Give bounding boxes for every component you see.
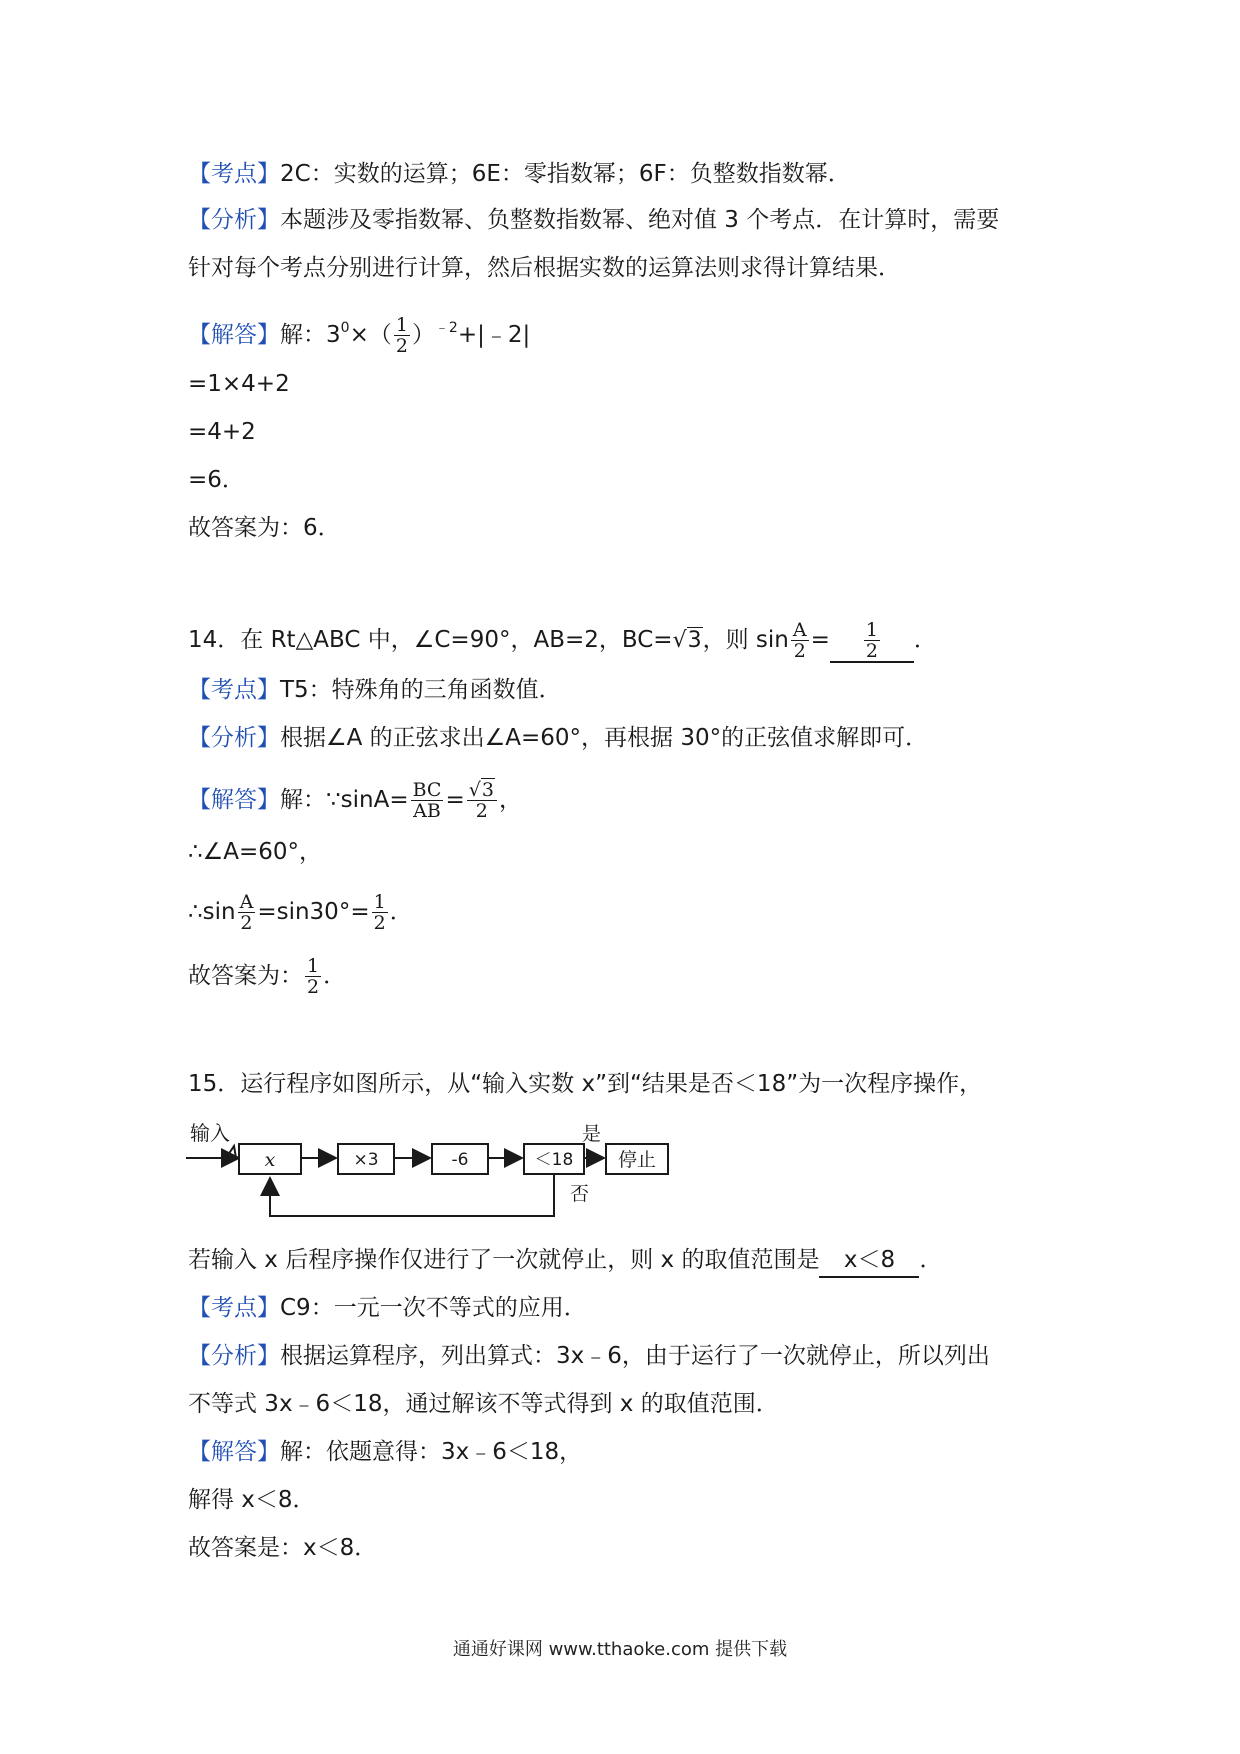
fraction-denominator: 2 xyxy=(865,640,878,662)
fraction-bc-over-ab xyxy=(411,780,444,821)
q15-fenxi-1 xyxy=(188,1340,990,1372)
fraction-numerator: 1 xyxy=(373,891,386,913)
input-label: 输入 xyxy=(190,1121,230,1145)
q14-jieda xyxy=(188,780,522,821)
stop-label: 停止 xyxy=(617,1149,657,1171)
q13-answer: 故答案为：6． xyxy=(188,515,341,541)
jieda-tag: 【解答】 xyxy=(188,1439,280,1465)
box-x-label: x xyxy=(264,1149,276,1171)
q15-kaodian xyxy=(188,1292,587,1324)
stem-end: ． xyxy=(913,627,937,653)
kaodian-tag: 【考点】 xyxy=(188,677,280,703)
jieda-prefix: 解：3 xyxy=(280,322,341,348)
condition-prefix: 若输入 x 后程序操作仅进行了一次就停止，则 x 的取值范围是 xyxy=(188,1247,820,1273)
fraction-denominator: 2 xyxy=(307,976,320,998)
kaodian-tag: 【考点】 xyxy=(188,1295,280,1321)
sqrt-three: √3 xyxy=(672,628,702,653)
fraction-numerator: BC xyxy=(412,779,442,801)
fraction-numerator xyxy=(467,780,497,801)
q13-fenxi-1 xyxy=(188,204,999,236)
stem-prefix: 14．在 Rt△ABC 中，∠C=90°，AB=2，BC= xyxy=(188,627,673,653)
fraction-numerator: A xyxy=(792,619,807,641)
answer-blank: x＜8 xyxy=(819,1244,919,1278)
fenxi-tag: 【分析】 xyxy=(188,1343,280,1369)
fenxi-tag: 【分析】 xyxy=(188,207,280,233)
kaodian-text: T5：特殊角的三角函数值． xyxy=(280,677,562,703)
yes-label: 是 xyxy=(582,1123,602,1145)
box-minus6-label: -6 xyxy=(451,1150,469,1170)
q15-condition xyxy=(188,1244,942,1278)
fraction-denominator: 2 xyxy=(373,912,386,934)
close-paren: ） xyxy=(411,322,435,348)
q15-fenxi-2: 不等式 3x﹣6＜18，通过解该不等式得到 x 的取值范围． xyxy=(188,1391,779,1417)
fenxi-text: 根据运算程序，列出算式：3x﹣6，由于运行了一次就停止，所以列出 xyxy=(280,1343,990,1369)
q13-step3: =6． xyxy=(188,467,245,493)
kaodian-text: 2C：实数的运算；6E：零指数幂；6F：负整数指数幂． xyxy=(280,161,851,187)
jieda-tag: 【解答】 xyxy=(188,787,280,813)
q15-jieda xyxy=(188,1436,582,1468)
fraction-numerator: 1 xyxy=(307,955,320,977)
step2-prefix: ∴sin xyxy=(188,899,236,925)
fraction-half xyxy=(864,620,880,661)
fraction-denominator: AB xyxy=(413,800,441,822)
fenxi-text: 针对每个考点分别进行计算，然后根据实数的运算法则求得计算结果． xyxy=(188,255,901,281)
equals: = xyxy=(445,787,465,813)
comma: ， xyxy=(498,787,522,813)
equals: = xyxy=(810,627,830,653)
fenxi-tag: 【分析】 xyxy=(188,725,280,751)
q14-answer xyxy=(188,956,346,997)
step2-mid: =sin30°= xyxy=(257,899,370,925)
fraction-numerator: 1 xyxy=(395,314,408,336)
q13-step2: =4+2 xyxy=(188,419,256,445)
q15-step1: 解得 x＜8． xyxy=(188,1487,316,1513)
answer-end: ． xyxy=(323,963,347,989)
fraction-half xyxy=(372,892,388,933)
answer-blank xyxy=(830,620,914,663)
q14-step2 xyxy=(188,892,413,933)
fraction-denominator: 2 xyxy=(475,800,488,822)
radicand: 3 xyxy=(687,628,702,653)
exponent-zero: 0 xyxy=(340,320,350,336)
q13-kaodian xyxy=(188,158,851,190)
q15-answer: 故答案是：x＜8． xyxy=(188,1535,378,1561)
input-arrow-line xyxy=(186,1146,236,1158)
step2-end: ． xyxy=(389,899,413,925)
fraction-half xyxy=(305,956,321,997)
jieda-text: 解：依题意得：3x﹣6＜18， xyxy=(280,1439,583,1465)
stem-mid: ，则 sin xyxy=(702,627,789,653)
jieda-prefix: 解：∵sinA= xyxy=(280,787,409,813)
fraction-numerator: 1 xyxy=(865,619,878,641)
q13-fenxi-2 xyxy=(188,252,901,284)
fraction-denominator: 2 xyxy=(395,335,408,357)
footer-source: 通通好课网 www.tthaoke.com 提供下载 xyxy=(452,1639,788,1660)
times-paren: ×（ xyxy=(349,322,392,348)
fraction-denominator: 2 xyxy=(793,640,806,662)
q13-jieda xyxy=(188,312,530,356)
fraction-a-over-2 xyxy=(238,892,256,933)
fraction-numerator: A xyxy=(239,891,254,913)
loop-back-arrow xyxy=(270,1174,554,1216)
program-flowchart xyxy=(186,1120,706,1230)
fraction-a-over-2 xyxy=(791,620,809,661)
fraction-half xyxy=(394,315,410,356)
exponent-neg-two: ﹣2 xyxy=(434,320,458,336)
q14-step1: ∴∠A=60°， xyxy=(188,839,323,865)
q14-stem xyxy=(188,620,937,663)
fraction-root3-over-2 xyxy=(467,780,497,821)
q14-kaodian xyxy=(188,674,562,706)
box-times3-label: ×3 xyxy=(353,1150,379,1170)
box-lt18-label: ＜18 xyxy=(534,1150,574,1170)
abs-term: +|﹣2| xyxy=(457,322,531,348)
kaodian-text: C9：一元一次不等式的应用． xyxy=(280,1295,587,1321)
q14-fenxi xyxy=(188,722,928,754)
q13-step1: =1×4+2 xyxy=(188,371,290,397)
kaodian-tag: 【考点】 xyxy=(188,161,280,187)
sqrt-three: √3 xyxy=(468,779,494,801)
q15-stem: 15．运行程序如图所示，从“输入实数 x”到“结果是否＜18”为一次程序操作， xyxy=(188,1071,983,1097)
fenxi-text: 本题涉及零指数幂、负整数指数幂、绝对值 3 个考点．在计算时，需要 xyxy=(280,207,1000,233)
radicand: 3 xyxy=(481,779,494,801)
no-label: 否 xyxy=(570,1183,590,1205)
answer-prefix: 故答案为： xyxy=(188,963,303,989)
fenxi-text: 根据∠A 的正弦求出∠A=60°，再根据 30°的正弦值求解即可． xyxy=(280,725,929,751)
condition-end: ． xyxy=(919,1247,943,1273)
jieda-tag: 【解答】 xyxy=(188,322,280,348)
fraction-denominator: 2 xyxy=(240,912,253,934)
